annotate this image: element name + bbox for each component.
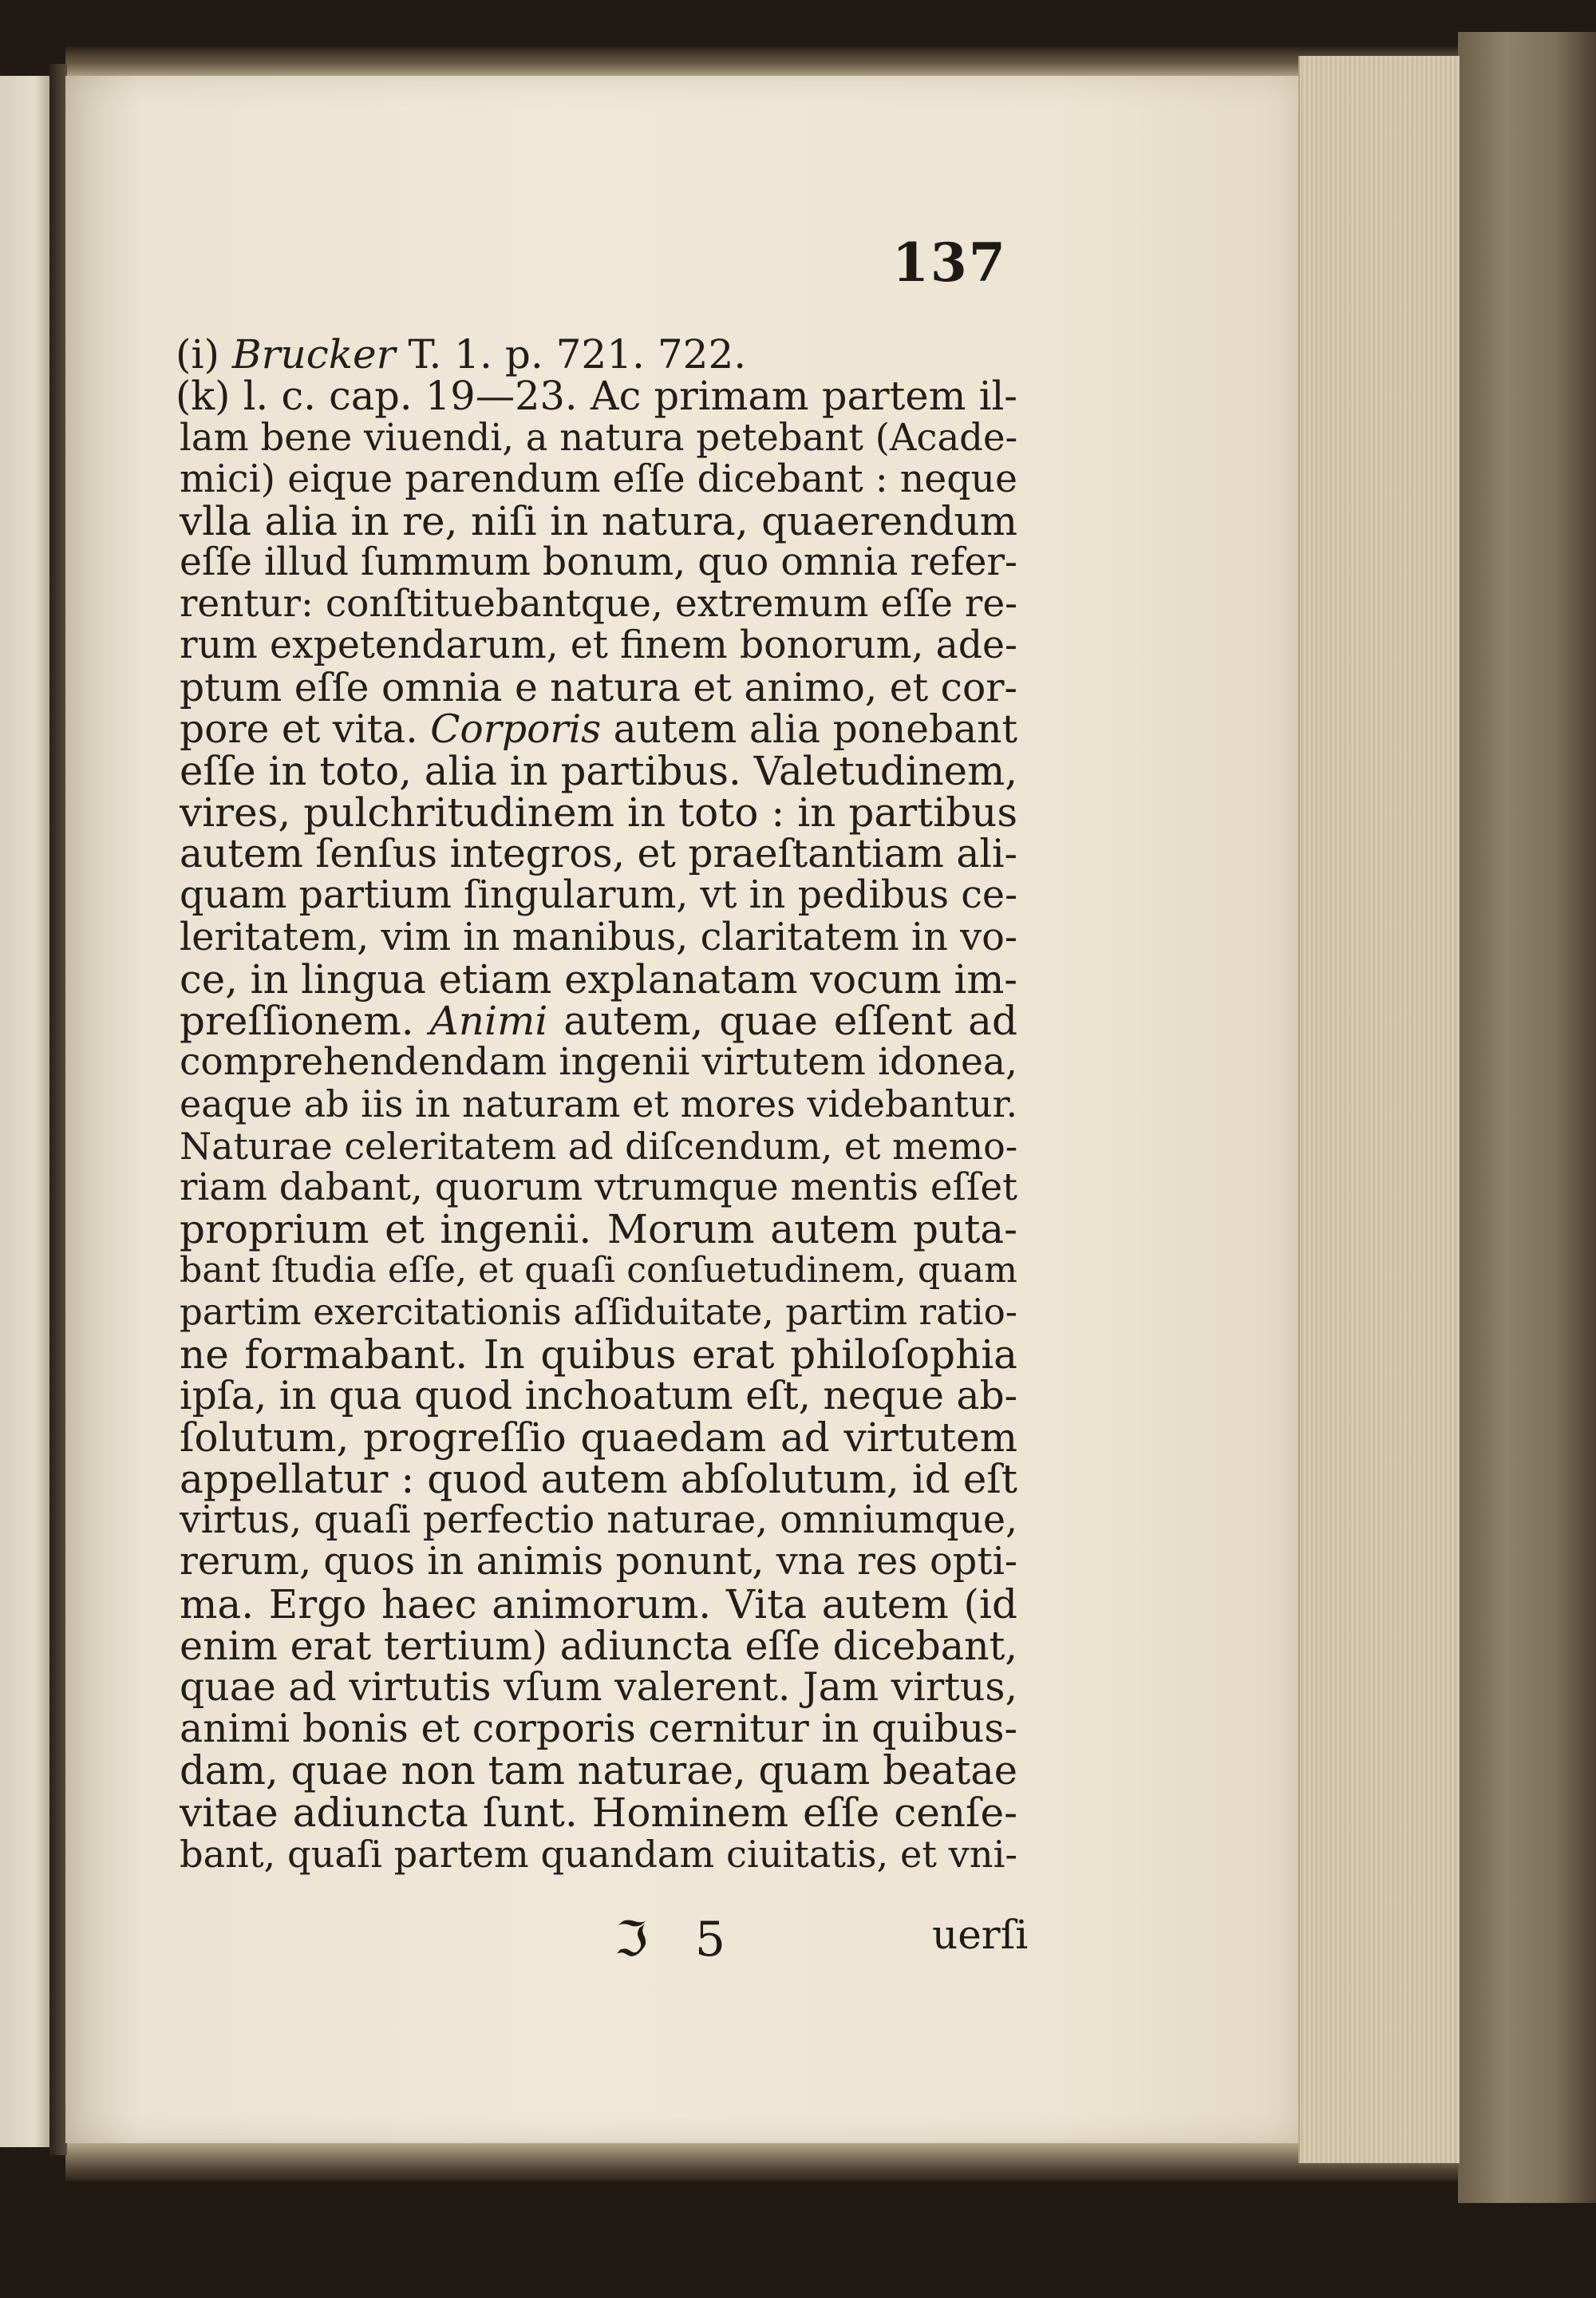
text-line xyxy=(180,1833,1017,1875)
text-block xyxy=(176,331,1018,1876)
text-line xyxy=(176,373,1017,420)
text-segment: pore et vita. xyxy=(180,706,431,752)
page-bottom-edge xyxy=(65,2143,1458,2181)
text-line xyxy=(180,625,1017,666)
left-page-sliver xyxy=(0,76,51,2147)
text-line xyxy=(180,875,1017,916)
text-segment: lam bene viuendi, a natura petebant (Acade- xyxy=(180,416,1018,460)
page-fore-edge xyxy=(1298,56,1460,2163)
text-segment: eſſe illud ſummum bonum, quo omnia refer- xyxy=(180,540,1017,584)
text-segment: ipſa, in qua quod inchoatum eſt, neque ab- xyxy=(180,1373,1018,1418)
text-line xyxy=(180,1456,1017,1503)
text-line xyxy=(180,417,1017,458)
text-segment: vitae adiuncta ſunt. Hominem eſſe cenſe- xyxy=(180,1789,1017,1836)
italic-segment: Corporis xyxy=(430,706,602,752)
text-segment: rum expetendarum, et finem bonorum, ade- xyxy=(180,623,1017,668)
text-segment: enim erat tertium) adiuncta eſſe dicebant, xyxy=(180,1622,1017,1669)
text-line xyxy=(180,1205,1017,1252)
text-segment: riam dabant, quorum vtrumque mentis eſſet xyxy=(180,1165,1017,1209)
text-segment: (i) xyxy=(176,331,232,378)
text-segment: virtus, quaſi perfectio naturae, omniumque, xyxy=(180,1498,1017,1543)
text-line xyxy=(180,1789,1017,1836)
text-line xyxy=(180,833,1017,875)
text-segment: eaque ab iis in naturam et mores videbantur. xyxy=(180,1082,1018,1126)
text-segment: eſſe in toto, alia in partibus. Valetudinem, xyxy=(180,747,1017,794)
text-segment: vires, pulchritudinem in toto : in partibus xyxy=(180,789,1017,837)
text-segment: quam partium ſingularum, vt in pedibus ce- xyxy=(180,873,1017,918)
text-segment: comprehendendam ingenii virtutem idonea, xyxy=(180,1040,1017,1085)
text-line xyxy=(180,1125,1017,1167)
italic-segment: Animi xyxy=(429,998,548,1044)
text-segment: autem, quae eſſent ad xyxy=(547,998,1017,1044)
text-line xyxy=(180,1708,1017,1750)
page-number: 137 xyxy=(892,231,1007,294)
italic-segment: Brucker xyxy=(231,331,396,378)
text-line xyxy=(180,1375,1017,1417)
catchword: uerſi xyxy=(932,1912,1029,1958)
text-segment: T. 1. p. 721. 722. xyxy=(395,331,747,378)
text-segment: quae ad virtutis vſum valerent. Jam virtus, xyxy=(180,1664,1017,1710)
text-segment: ma. Ergo haec animorum. Vita autem (id xyxy=(180,1580,1017,1628)
text-line xyxy=(180,1167,1017,1208)
text-segment: animi bonis et corporis cernitur in quibus- xyxy=(180,1706,1017,1752)
text-segment: ſolutum, progreſſio quaedam ad virtutem xyxy=(180,1414,1017,1461)
text-segment: rerum, quos in animis ponunt, vna res opti- xyxy=(180,1540,1017,1584)
text-line xyxy=(180,1083,1017,1125)
text-segment: ptum eſſe omnia e natura et animo, et cor- xyxy=(180,665,1017,710)
text-segment: preſſionem. xyxy=(180,998,430,1044)
text-segment: autem alia ponebant xyxy=(601,706,1017,752)
text-line xyxy=(180,1000,1017,1042)
text-line xyxy=(180,497,1017,544)
text-line xyxy=(180,706,1017,752)
text-segment: partim exercitationis aſſiduitate, partim ratio- xyxy=(180,1291,1017,1334)
text-line xyxy=(176,331,1017,378)
text-segment: proprium et ingenii. Morum autem puta- xyxy=(180,1205,1017,1252)
text-segment: (k) l. c. cap. 19—23. Ac primam partem il- xyxy=(176,373,1017,420)
text-segment: bant ſtudia eſſe, et quaſi conſuetudinem, quam xyxy=(180,1250,1017,1291)
text-line xyxy=(180,1580,1017,1628)
text-segment: leritatem, vim in manibus, claritatem in vo- xyxy=(180,915,1017,959)
signature-mark: ℑ 5 xyxy=(614,1912,742,1968)
text-segment: dam, quae non tam naturae, quam beatae xyxy=(180,1747,1017,1794)
text-line xyxy=(180,1042,1017,1083)
text-line xyxy=(180,667,1017,709)
text-segment: rentur: conſtituebantque, extremum eſſe re- xyxy=(180,582,1017,627)
text-segment: bant, quaſi partem quandam ciuitatis, et vni- xyxy=(180,1832,1017,1876)
text-line xyxy=(180,789,1017,837)
text-line xyxy=(180,747,1017,794)
text-segment: ce, in lingua etiam explanatam vocum im- xyxy=(180,955,1018,1003)
text-line xyxy=(180,1250,1017,1291)
book-cover xyxy=(1458,32,1596,2203)
text-segment: mici) eique parendum eſſe dicebant : neque xyxy=(180,457,1017,501)
text-line xyxy=(180,1541,1017,1583)
text-line xyxy=(180,583,1017,625)
text-line xyxy=(180,1414,1017,1461)
text-line xyxy=(180,1664,1017,1710)
text-line xyxy=(180,1747,1017,1794)
text-segment: Naturae celeritatem ad diſcendum, et memo- xyxy=(180,1124,1018,1168)
text-line xyxy=(180,1622,1017,1669)
spine-gutter xyxy=(49,64,67,2155)
text-line xyxy=(180,1331,1017,1378)
text-segment: appellatur : quod autem abſolutum, id eſt xyxy=(180,1456,1017,1503)
text-segment: autem ſenſus integros, et praeſtantiam ali- xyxy=(180,832,1017,877)
text-line xyxy=(180,459,1017,500)
text-line xyxy=(180,542,1017,583)
text-line xyxy=(180,955,1018,1003)
text-line xyxy=(180,917,1017,959)
text-segment: ne formabant. In quibus erat philoſophia xyxy=(180,1331,1017,1378)
page-top-edge xyxy=(65,46,1458,78)
text-line xyxy=(180,1500,1017,1541)
text-line xyxy=(180,1291,1017,1333)
text-segment: vlla alia in re, niſi in natura, quaerendum xyxy=(180,497,1017,544)
